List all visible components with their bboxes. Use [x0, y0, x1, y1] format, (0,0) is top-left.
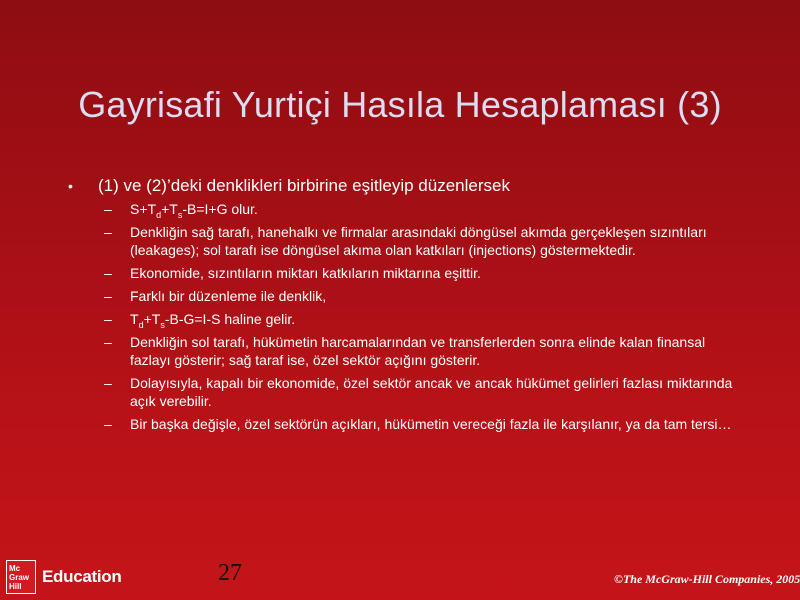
sub-bullet-text: Ekonomide, sızıntıların miktarı katkıların miktarına eşittir. [130, 265, 481, 281]
bullet-item [62, 176, 742, 196]
sub-bullet-item [104, 415, 742, 433]
sub-bullet-text: Farklı bir düzenleme ile denklik, [130, 288, 327, 304]
sub-bullet-item [104, 287, 742, 305]
dash-marker: – [104, 265, 112, 281]
dash-marker: – [104, 311, 112, 327]
equation-government: $T_d+T_s-B-G=I-S$ haline gelir. [130, 311, 296, 330]
sub-bullet-item [104, 264, 742, 282]
sub-bullet-item [104, 333, 742, 369]
sub-bullet-item [104, 310, 742, 328]
dash-marker: – [104, 334, 112, 350]
logo-line: Graw [9, 572, 30, 582]
logo-line: Mc [9, 563, 21, 573]
dash-marker: – [104, 375, 112, 391]
dash-marker: – [104, 288, 112, 304]
equation-savings: $S+T_d+T_s-B=I+G$ olur. [130, 201, 258, 220]
sub-bullet-item [104, 374, 742, 410]
education-logo-text: Education [42, 567, 122, 586]
sub-bullet-text: Denkliğin sağ tarafı, hanehalkı ve firmalar arasındaki döngüsel akımda gerçekleşen sızıntıları (leakages); sol tarafı ise döngüsel akıma olan katkıları (injections) göstermektedir. [130, 224, 707, 258]
sub-bullet-item [104, 223, 742, 259]
logo-line: Hill [9, 581, 22, 591]
bullet-text: (1) ve (2)’deki denklikleri birbirine eşitleyip düzenlersek [98, 176, 510, 195]
bullet-marker: • [68, 178, 73, 194]
sub-bullet-list [62, 200, 742, 433]
mcgraw-hill-logo-box [6, 560, 36, 594]
mcgraw-hill-education-logo [6, 560, 121, 594]
dash-marker: – [104, 416, 112, 432]
dash-marker: – [104, 201, 112, 217]
sub-bullet-text: Bir başka değişle, özel sektörün açıkları, hükümetin vereceği fazla ile karşılanır, ya da tam tersi… [130, 416, 732, 432]
copyright-notice: ©The McGraw-Hill Companies, 2005 [614, 572, 800, 586]
page-number: 27 [218, 560, 242, 586]
slide-content [62, 176, 742, 438]
dash-marker: – [104, 224, 112, 240]
sub-bullet-text: Denkliğin sol tarafı, hükümetin harcamalarından ve transferlerden sonra elinde kalan finansal fazlayı gösterir; sağ taraf ise, özel sektör açığını gösterir. [130, 334, 706, 368]
sub-bullet-text: Dolayısıyla, kapalı bir ekonomide, özel sektör ancak ve ancak hükümet gelirleri fazlası miktarında açık verebilir. [130, 375, 733, 409]
sub-bullet-item [104, 200, 742, 218]
slide-title: Gayrisafi Yurtiçi Hasıla Hesaplaması (3) [78, 84, 722, 125]
